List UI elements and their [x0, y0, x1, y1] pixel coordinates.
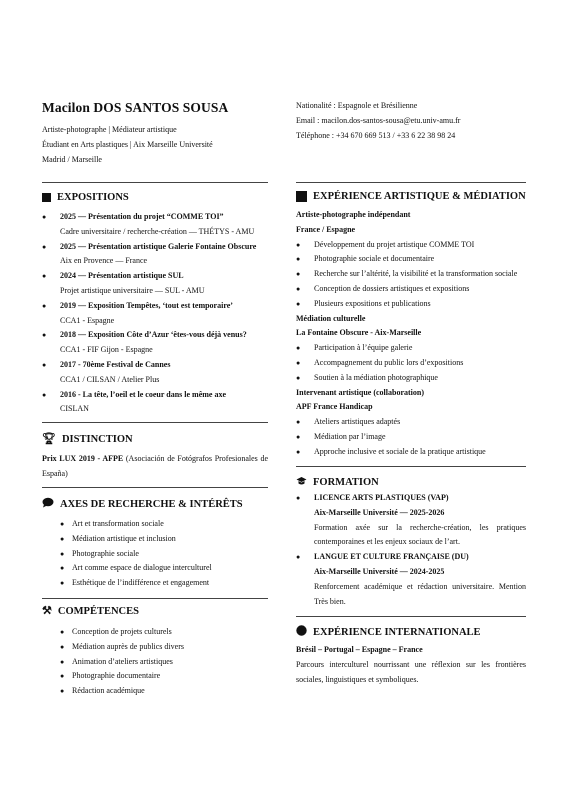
divider: [42, 422, 268, 423]
expositions-list: [42, 210, 268, 417]
list-item: ● Ateliers artistiques adaptés: [296, 415, 526, 430]
role-location: France / Espagne: [296, 224, 356, 234]
list-item: ● 2025 — Présentation du projet “COMME TOI”: [42, 210, 268, 225]
international-text: Parcours interculturel nourrissant une réflexion sur les frontières sociales, linguistiques et symboliques.: [296, 659, 526, 684]
list-item: ● Soutien à la médiation photographique: [296, 371, 526, 386]
distinction-text: [42, 452, 268, 482]
experience-list: [296, 208, 526, 460]
list-item: ● Approche inclusive et sociale de la pratique artistique: [296, 445, 526, 460]
section-title: EXPOSITIONS: [57, 192, 129, 203]
section-experience: [296, 191, 526, 202]
header-line: Artiste-photographe | Médiateur artistique: [42, 125, 177, 134]
list-item: ● Rédaction académique: [42, 684, 268, 699]
square-icon: [296, 191, 307, 202]
header-line: Étudiant en Arts plastiques | Aix Marseille Université: [42, 140, 213, 149]
list-item: ● Conception de dossiers artistiques et expositions: [296, 282, 526, 297]
section-formation: [296, 476, 379, 489]
list-item-sub: CCA1 - Espagne: [60, 315, 115, 325]
section-title: DISTINCTION: [61, 434, 133, 445]
award-name: Prix LUX 2019 - AFPE: [42, 454, 124, 463]
international-block: [296, 643, 526, 687]
divider: [42, 598, 268, 599]
list-item: ● 2025 — Présentation artistique Galerie Fontaine Obscure: [42, 240, 268, 255]
nationality: Nationalité : Espagnole et Brésilienne: [296, 101, 418, 110]
degree: ● LICENCE ARTS PLASTIQUES (VAP): [296, 491, 526, 506]
list-item: ● Animation d’ateliers artistiques: [42, 655, 268, 670]
speech-bubble-icon: [42, 497, 54, 511]
role-heading: Médiation culturelle: [296, 313, 366, 323]
header-info: [42, 122, 213, 167]
list-item: ● 2018 — Exposition Côte d’Azur ‘êtes-vous déjà venus?: [42, 328, 268, 343]
list-item: ● Photographie sociale: [42, 547, 268, 562]
contact-info: [296, 98, 460, 143]
section-international: [296, 625, 481, 639]
section-title: EXPÉRIENCE ARTISTIQUE & MÉDIATION: [313, 191, 526, 202]
section-title: FORMATION: [313, 477, 379, 488]
phone: Téléphone : +34 670 669 513 / +33 6 22 38 98 24: [296, 131, 456, 140]
role-location: La Fontaine Obscure - Aix-Marseille: [296, 328, 422, 338]
list-item: ● Recherche sur l’altérité, la visibilité et la transformation sociale: [296, 267, 526, 282]
list-item: ● 2016 - La tête, l’oeil et le coeur dans le même axe: [42, 388, 268, 403]
list-item: ● Médiation par l’image: [296, 430, 526, 445]
list-item: ● 2019 — Exposition Tempêtes, ‘tout est temporaire’: [42, 299, 268, 314]
header-line: Madrid / Marseille: [42, 155, 102, 164]
list-item: ● Développement du projet artistique COMME TOI: [296, 238, 526, 253]
axes-list: [42, 517, 268, 591]
section-expositions: [42, 192, 129, 203]
list-item: ● Photographie documentaire: [42, 669, 268, 684]
section-title: COMPÉTENCES: [57, 606, 139, 617]
list-item: ● 2024 — Présentation artistique SUL: [42, 269, 268, 284]
list-item: ● Esthétique de l’indifférence et engagement: [42, 576, 268, 591]
section-title: AXES DE RECHERCHE & INTÉRÊTS: [60, 498, 243, 510]
graduation-cap-icon: [296, 476, 307, 489]
list-item: ● Conception de projets culturels: [42, 625, 268, 640]
divider: [42, 487, 268, 488]
degree-desc: Formation axée sur la recherche-création, les pratiques contemporaines et les enjeux sociaux de l’art.: [314, 522, 526, 547]
list-item-sub: CISLAN: [60, 404, 89, 414]
competences-list: [42, 625, 268, 699]
list-item: ● Médiation artistique et inclusion: [42, 532, 268, 547]
email: Email : macilon.dos-santos-sousa@etu.univ-amu.fr: [296, 116, 461, 125]
degree-desc: Renforcement académique et rédaction universitaire. Mention Très bien.: [314, 581, 526, 606]
list-item: ● Art et transformation sociale: [42, 517, 268, 532]
divider: [296, 466, 526, 467]
international-route: Brésil – Portugal – Espagne – France: [296, 645, 423, 654]
degree: ● LANGUE ET CULTURE FRANÇAISE (DU): [296, 550, 526, 565]
list-item: ● Photographie sociale et documentaire: [296, 252, 526, 267]
list-item-sub: Cadre universitaire / recherche-création — THÉTYS - AMU: [60, 226, 255, 236]
award-desc: (Asociación de Fotógrafos Profesionales de España): [42, 454, 268, 478]
role-heading: Intervenant artistique (collaboration): [296, 387, 424, 397]
formation-list: [296, 491, 526, 609]
list-item: ● Plusieurs expositions et publications: [296, 297, 526, 312]
list-item: ● Participation à l’équipe galerie: [296, 341, 526, 356]
divider: [42, 182, 268, 183]
candidate-name: Macilon DOS SANTOS SOUSA: [42, 100, 229, 115]
circle-icon: [296, 625, 307, 639]
role-heading: Artiste-photographe indépendant: [296, 210, 411, 219]
school: Aix-Marseille Université — 2025-2026: [314, 507, 445, 517]
section-competences: [42, 606, 139, 617]
list-item: ● Accompagnement du public lors d’expositions: [296, 356, 526, 371]
square-icon: [42, 193, 51, 202]
section-axes: [42, 497, 243, 511]
divider: [296, 182, 526, 183]
list-item-sub: CCA1 - FIF Gijon - Espagne: [60, 345, 153, 355]
list-item: ● Médiation auprès de publics divers: [42, 640, 268, 655]
section-title: EXPÉRIENCE INTERNATIONALE: [313, 626, 481, 638]
tools-icon: ⚒: [42, 605, 52, 617]
school: Aix-Marseille Université — 2024-2025: [314, 566, 445, 576]
list-item-sub: Projet artistique universitaire — SUL - AMU: [60, 285, 205, 295]
trophy-icon: 🏆︎: [42, 433, 56, 445]
list-item-sub: Aix en Provence — France: [60, 256, 148, 266]
divider: [296, 616, 526, 617]
role-location: APF France Handicap: [296, 402, 373, 412]
section-distinction: [42, 434, 133, 445]
list-item: ● 2017 - 70ème Festival de Cannes: [42, 358, 268, 373]
list-item: ● Art comme espace de dialogue interculturel: [42, 561, 268, 576]
list-item-sub: CCA1 / CILSAN / Atelier Plus: [60, 374, 160, 384]
